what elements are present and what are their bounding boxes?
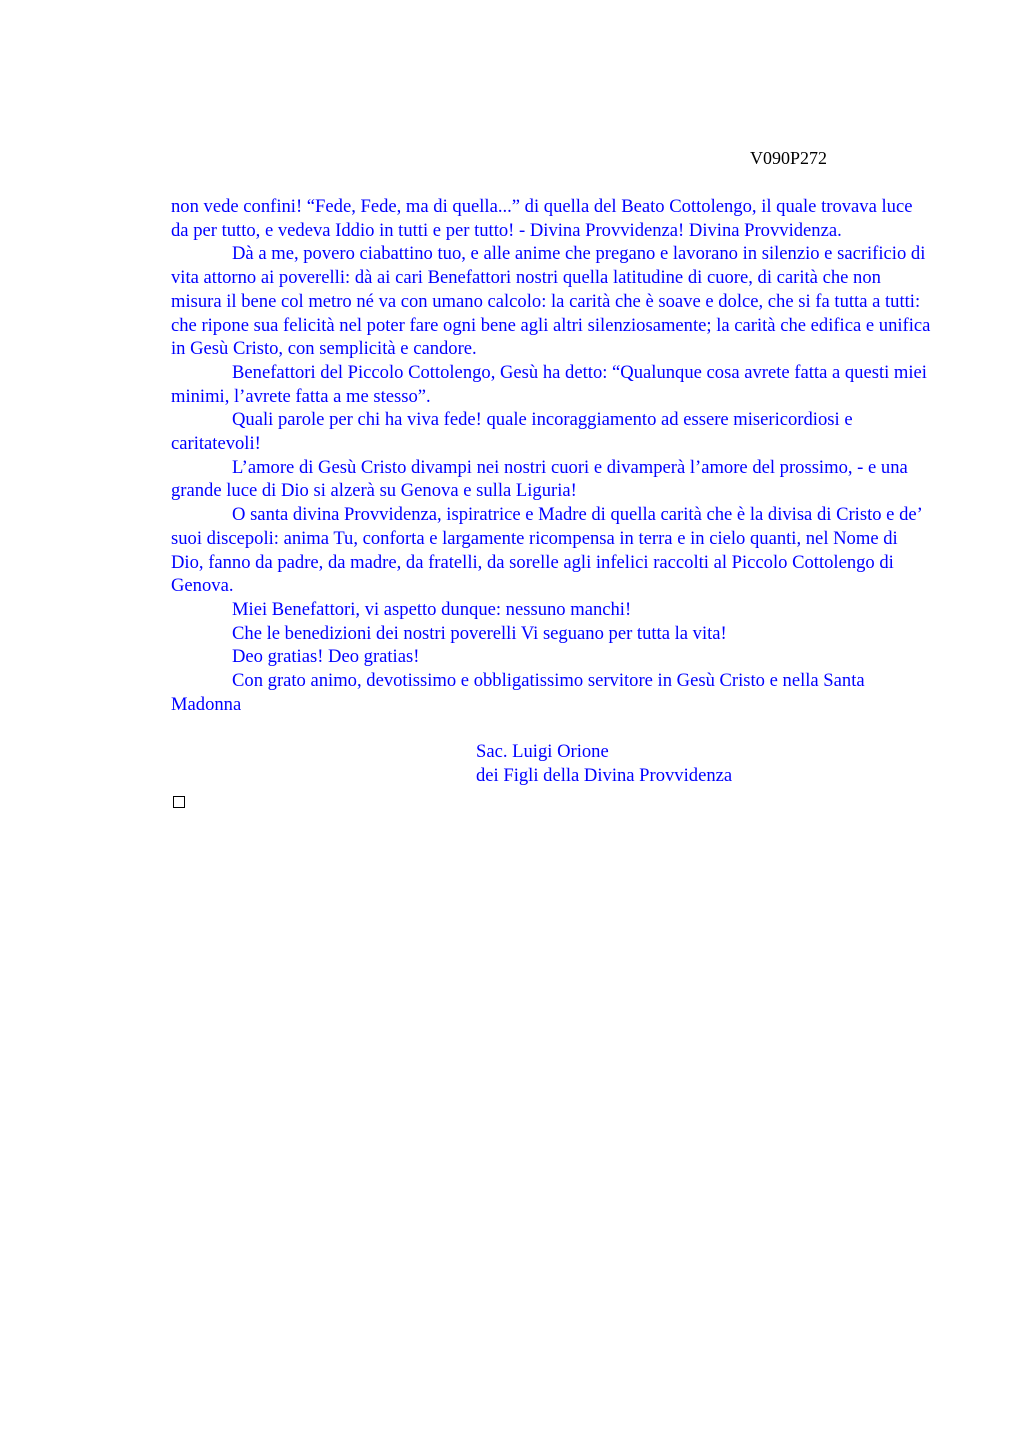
- letter-body: [171, 195, 931, 808]
- signature-block: [476, 740, 931, 787]
- paragraph: Deo gratias! Deo gratias!: [232, 646, 420, 668]
- signature-affiliation: dei Figli della Divina Provvidenza: [476, 764, 733, 786]
- page-code: V090P272: [750, 148, 828, 168]
- paragraph: non vede confini! “Fede, Fede, ma di quella...” di quella del Beato Cottolengo, il quale trovava luce da per tutto, e vedeva Iddio in tutti e per tutto! - Divina Provvidenza! Divina Provvidenza.: [171, 196, 913, 241]
- square-outline-icon: [173, 796, 185, 808]
- blank-line: [171, 716, 931, 740]
- paragraph: L’amore di Gesù Cristo divampi nei nostri cuori e divamperà l’amore del prossimo, - e una grande luce di Dio si alzerà su Genova e sulla Liguria!: [171, 456, 908, 502]
- paragraph: Miei Benefattori, vi aspetto dunque: nessuno manchi!: [232, 598, 632, 620]
- paragraph: Dà a me, povero ciabattino tuo, e alle anime che pregano e lavorano in silenzio e sacrificio di vita attorno ai poverelli: dà ai cari Benefattori nostri quella latitudine di cuore, di carità che non misura il bene col metro né va con umano calcolo: la carità che è soave e dolce, che si fa tutta a tutti: che ripone sua felicità nel poter fare ogni bene agli altri silenziosamente; la carità che edifica e unifica in Gesù Cristo, con semplicità e candore.: [171, 243, 931, 360]
- signature-name: Sac. Luigi Orione: [476, 741, 609, 763]
- paragraph: O santa divina Provvidenza, ispiratrice e Madre di quella carità che è la divisa di Cristo e de’ suoi discepoli: anima Tu, conforta e largamente ricompensa in terra e in cielo quanti, nel Nome di Dio, fanno da padre, da madre, da fratelli, da sorelle agli infelici raccolti al Piccolo Cottolengo di Genova.: [171, 504, 922, 597]
- paragraph: Con grato animo, devotissimo e obbligatissimo servitore in Gesù Cristo e nella Santa Madonna: [171, 670, 865, 715]
- paragraph: Che le benedizioni dei nostri poverelli Vi seguano per tutta la vita!: [232, 622, 727, 644]
- paragraph: Quali parole per chi ha viva fede! quale incoraggiamento ad essere misericordiosi e caritatevoli!: [171, 409, 853, 455]
- paragraph: Benefattori del Piccolo Cottolengo, Gesù ha detto: “Qualunque cosa avrete fatta a questi miei minimi, l’avrete fatta a me stesso”.: [171, 361, 927, 407]
